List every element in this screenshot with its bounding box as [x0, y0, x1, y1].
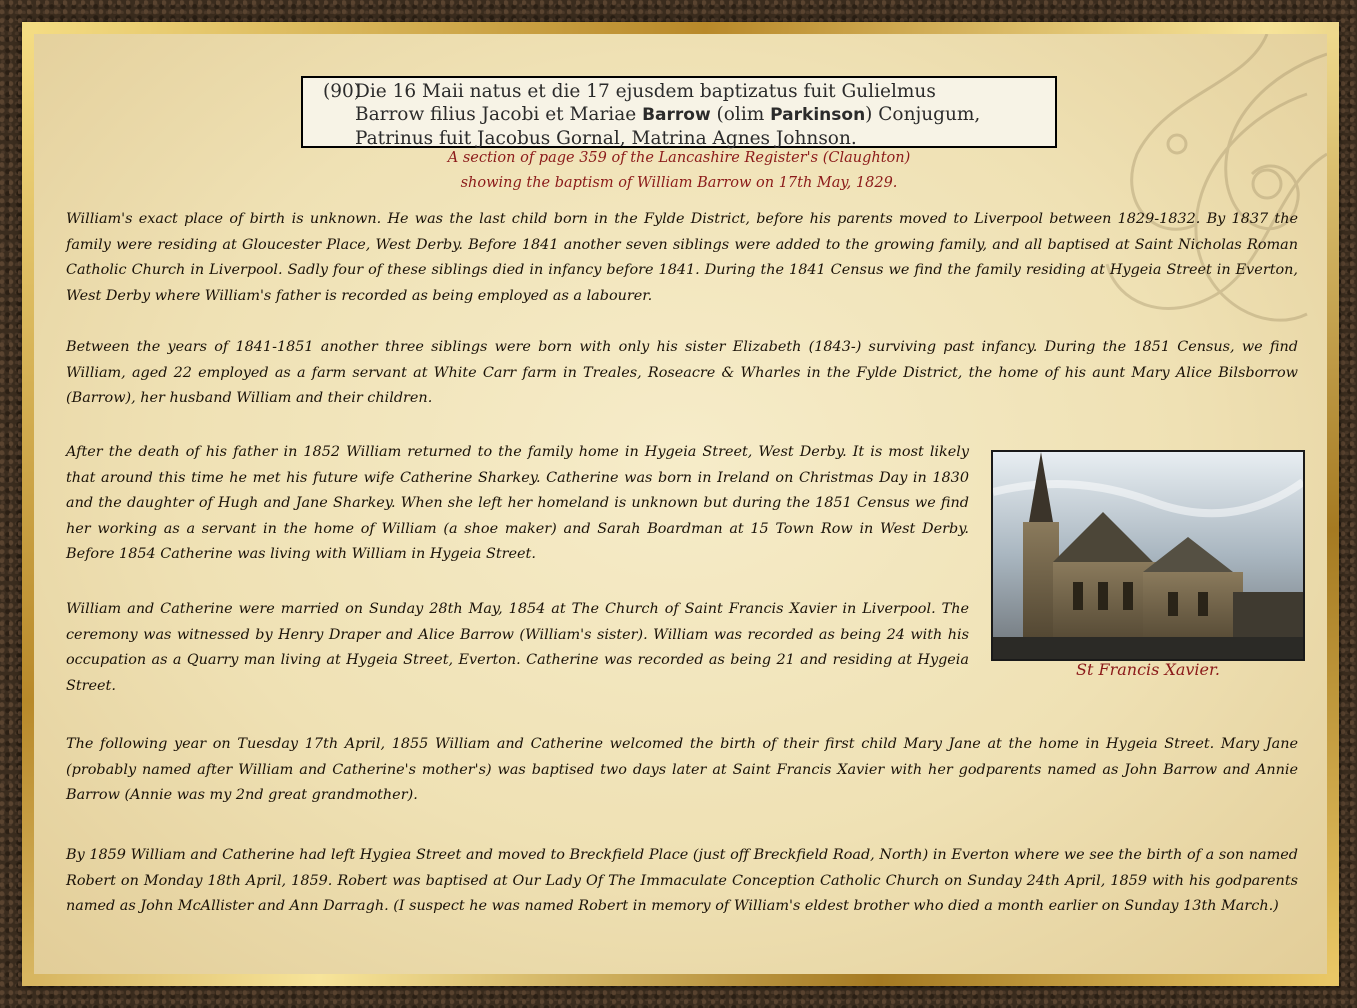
register-line-2: Barrow filius Jacobi et Mariae Barrow (olim Parkinson) Conjugum, [355, 104, 981, 125]
photo-caption: St Francis Xavier. [1076, 660, 1220, 679]
paragraph-birth: William's exact place of birth is unknown. He was the last child born in the Fylde District, before his parents moved to Liverpool between 1829-1832. By 1837 the family were residing at Gloucester Place, West Derby. Before 1841 another seven siblings were added to the growing family, and all baptised at Saint Nicholas Roman Catholic Church in Liverpool. Sadly four of these siblings died in infancy before 1841. During the 1841 Census we find the family residing at Hygeia Street in Everton, West Derby where William's father is recorded as being employed as a labourer. [66, 211, 1298, 304]
paragraph-mary-jane: The following year on Tuesday 17th April, 1855 William and Catherine welcomed the birth of their first child Mary Jane at the home in Hygeia Street. Mary Jane (probably named after William and Catherine's mother's) was baptised two days later at Saint Francis Xavier with her godparents named as John Barrow and Annie Barrow (Annie was my 2nd great grandmother). [66, 736, 1298, 803]
register-line-3: Patrinus fuit Jacobus Gornal, Matrina Agnes Johnson. [355, 128, 857, 149]
register-line-1: Die 16 Maii natus et die 17 ejusdem baptizatus fuit Gulielmus [355, 81, 936, 102]
paragraph-robert: By 1859 William and Catherine had left Hygiea Street and moved to Breckfield Place (just off Breckfield Road, North) in Everton where we see the birth of a son named Robert on Monday 18th April, 1859. Robert was baptised at Our Lady Of The Immaculate Conception Catholic Church on Sunday 24th April, 1859 with his godparents named as John McAllister and Ann Darragh. (I suspect he was named Robert in memory of William's eldest brother who died a month earlier on Sunday 13th March.) [66, 847, 1298, 914]
paragraph-marriage: William and Catherine were married on Sunday 28th May, 1854 at The Church of Saint Francis Xavier in Liverpool. The ceremony was witnessed by Henry Draper and Alice Barrow (William's sister). William was recorded as being 24 with his occupation as a Quarry man living at Hygeia Street, Everton. Catherine was recorded as being 21 and residing at Hygeia Street. [66, 601, 969, 694]
parchment-page [34, 34, 1327, 974]
register-extract [301, 76, 1057, 148]
church-photo [991, 450, 1305, 661]
paragraph-1841-1851: Between the years of 1841-1851 another three siblings were born with only his sister Elizabeth (1843-) surviving past infancy. During the 1851 Census, we find William, aged 22 employed as a farm servant at White Carr farm in Treales, Roseacre & Wharles in the Fylde District, the home of his aunt Mary Alice Bilsborrow (Barrow), her husband William and their children. [66, 339, 1298, 406]
register-caption-line-2: showing the baptism of William Barrow on 17th May, 1829. [460, 175, 898, 191]
register-caption-line-1: A section of page 359 of the Lancashire Register's (Claughton) [447, 150, 911, 166]
paragraph-meeting-catherine: After the death of his father in 1852 William returned to the family home in Hygeia Street, West Derby. It is most likely that around this time he met his future wife Catherine Sharkey. Catherine was born in Ireland on Christmas Day in 1830 and the daughter of Hugh and Jane Sharkey. When she left her homeland is unknown but during the 1851 Census we find her working as a servant in the home of William (a shoe maker) and Sarah Boardman at 15 Town Row in West Derby. Before 1854 Catherine was living with William in Hygeia Street. [66, 444, 969, 562]
register-entry-number: (90) [323, 81, 361, 102]
